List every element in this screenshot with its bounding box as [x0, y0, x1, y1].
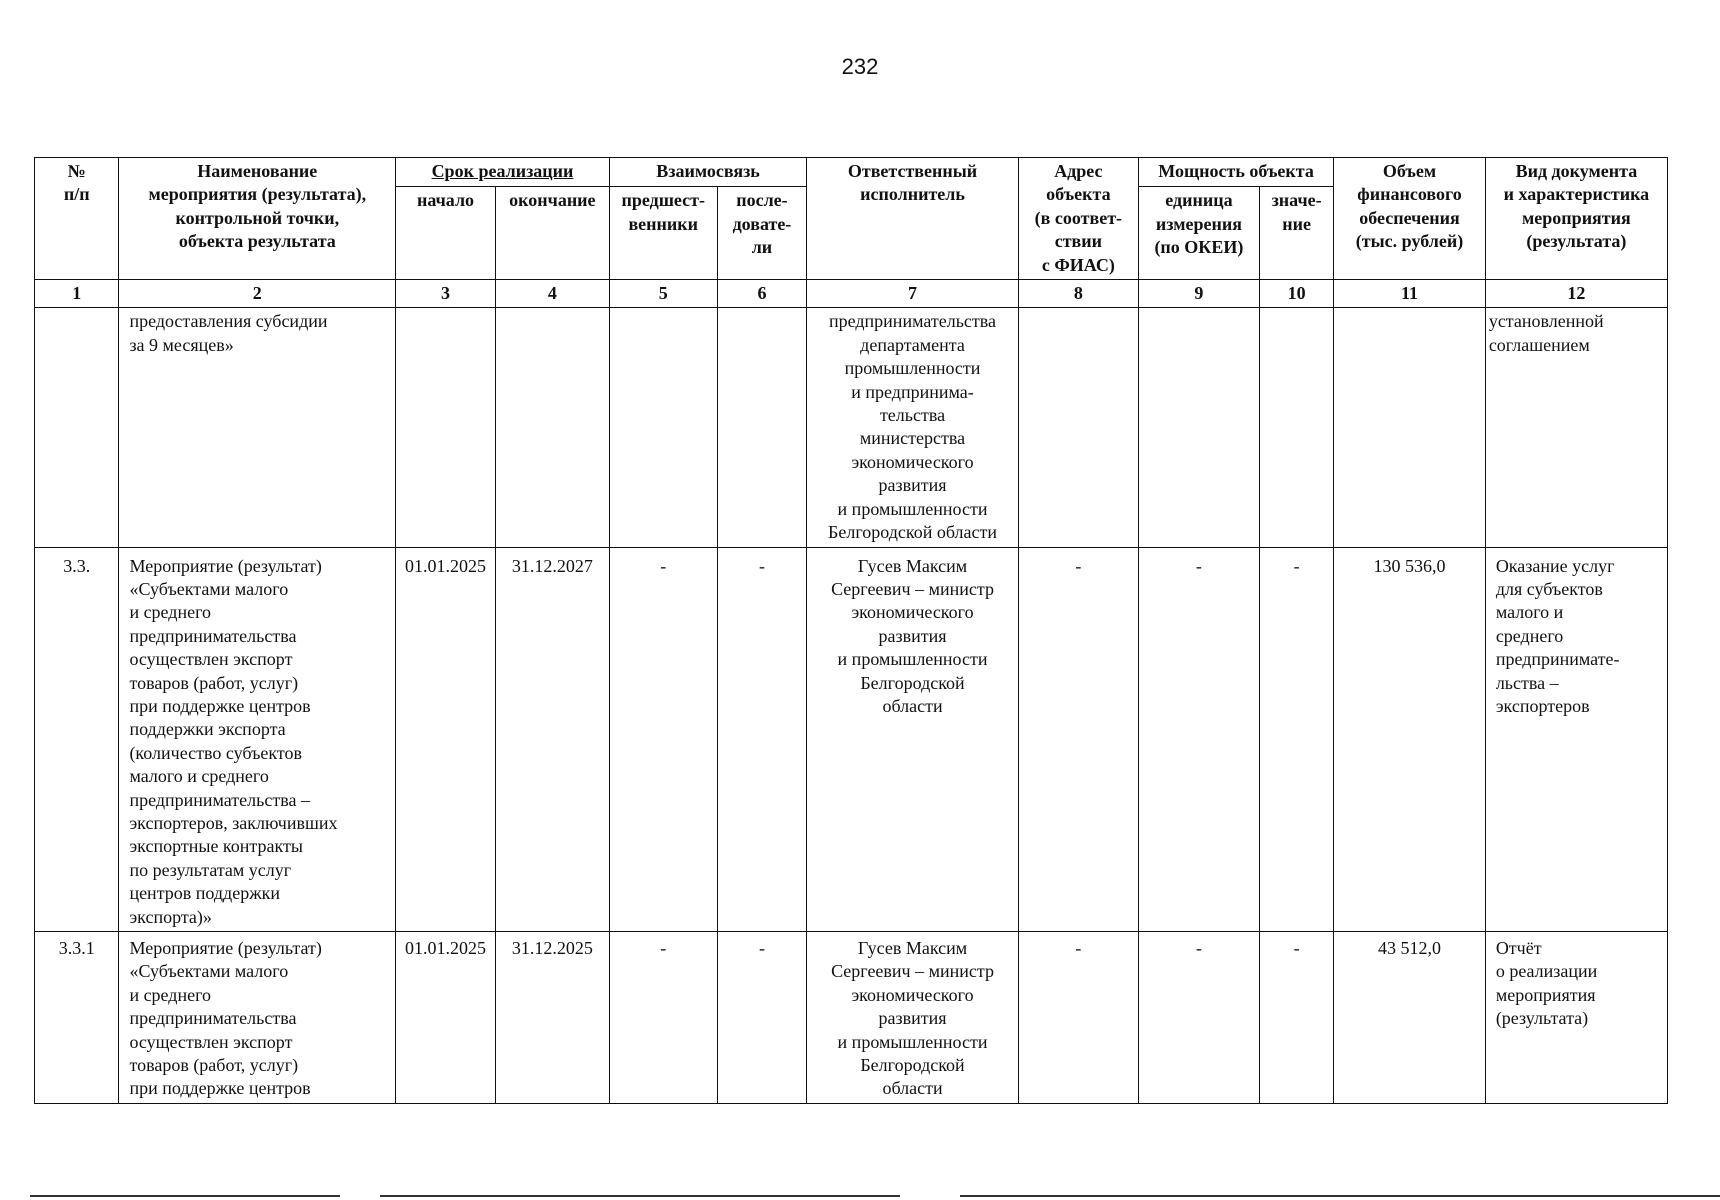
row-unit: - [1138, 547, 1259, 932]
header-capacity: Мощность объекта [1138, 158, 1333, 187]
row-address: - [1018, 932, 1138, 1104]
column-number: 9 [1138, 280, 1259, 308]
column-number: 7 [807, 280, 1019, 308]
row-end: 31.12.2025 [495, 932, 609, 1104]
row-next [717, 308, 807, 547]
row-num [35, 308, 119, 547]
header-num: № п/п [35, 158, 119, 280]
column-number: 8 [1018, 280, 1138, 308]
header-capacity-value: значе- ние [1259, 187, 1333, 280]
row-doc: Отчёт о реализации мероприятия (результата) [1485, 932, 1667, 1104]
column-number: 6 [717, 280, 807, 308]
row-doc: установленной соглашением [1485, 308, 1667, 547]
row-value [1259, 308, 1333, 547]
column-number: 1 [35, 280, 119, 308]
row-address [1018, 308, 1138, 547]
header-capacity-unit: единица измерения (по ОКЕИ) [1138, 187, 1259, 280]
row-name: предоставления субсидии за 9 месяцев» [119, 308, 396, 547]
page-number: 232 [841, 54, 879, 79]
row-end: 31.12.2027 [495, 547, 609, 932]
row-prev [609, 308, 717, 547]
row-responsible: Гусев Максим Сергеевич – министр экономического развития и промышленности Белгородской области [807, 932, 1019, 1104]
row-num: 3.3. [35, 547, 119, 932]
row-next: - [717, 547, 807, 932]
row-prev: - [609, 547, 717, 932]
row-num: 3.3.1 [35, 932, 119, 1104]
row-finance: 43 512,0 [1334, 932, 1486, 1104]
column-number: 12 [1485, 280, 1667, 308]
table-row [35, 547, 1668, 932]
row-value: - [1259, 932, 1333, 1104]
row-responsible: Гусев Максим Сергеевич – министр экономического развития и промышленности Белгородской области [807, 547, 1019, 932]
row-value: - [1259, 547, 1333, 932]
footer-rule-middle [380, 1195, 900, 1197]
row-start: 01.01.2025 [396, 547, 496, 932]
row-finance [1334, 308, 1486, 547]
footer-rule-left [30, 1195, 340, 1197]
row-finance: 130 536,0 [1334, 547, 1486, 932]
column-number: 2 [119, 280, 396, 308]
header-name: Наименование мероприятия (результата), контрольной точки, объекта результата [119, 158, 396, 280]
header-row-1 [35, 158, 1668, 187]
table-row [35, 932, 1668, 1104]
row-unit: - [1138, 932, 1259, 1104]
header-term-start: начало [396, 187, 496, 280]
column-number: 5 [609, 280, 717, 308]
column-number: 4 [495, 280, 609, 308]
row-end [495, 308, 609, 547]
header-term: Срок реализации [396, 158, 610, 187]
row-start [396, 308, 496, 547]
header-finance: Объем финансового обеспечения (тыс. рублей) [1334, 158, 1486, 280]
footer-rule-right [960, 1195, 1720, 1197]
header-doc: Вид документа и характеристика мероприятия (результата) [1485, 158, 1667, 280]
row-next: - [717, 932, 807, 1104]
column-number: 3 [396, 280, 496, 308]
header-link: Взаимосвязь [609, 158, 806, 187]
column-number: 11 [1334, 280, 1486, 308]
header-responsible: Ответственный исполнитель [807, 158, 1019, 280]
header-address: Адрес объекта (в соответ- ствии с ФИАС) [1018, 158, 1138, 280]
row-start: 01.01.2025 [396, 932, 496, 1104]
header-link-next: после- довате- ли [717, 187, 807, 280]
column-numbers-row [35, 280, 1668, 308]
column-number: 10 [1259, 280, 1333, 308]
row-doc: Оказание услуг для субъектов малого и среднего предпринимате- льства – экспортеров [1485, 547, 1667, 932]
row-address: - [1018, 547, 1138, 932]
row-name: Мероприятие (результат) «Субъектами малого и среднего предпринимательства осуществлен экспорт товаров (работ, услуг) при поддержке центров [119, 932, 396, 1104]
header-term-end: окончание [495, 187, 609, 280]
header-link-prev: предшест- венники [609, 187, 717, 280]
row-name: Мероприятие (результат) «Субъектами малого и среднего предпринимательства осуществлен экспорт товаров (работ, услуг) при поддержке центров поддержки экспорта (количество субъектов малого и среднего предпринимательства – экспортеров, заключивших экспортные контракты по результатам услуг центров поддержки экспорта)» [119, 547, 396, 932]
row-unit [1138, 308, 1259, 547]
activities-table [34, 157, 1668, 1104]
table-row [35, 308, 1668, 547]
row-responsible: предпринимательства департамента промышленности и предпринима- тельства министерства экономического развития и промышленности Белгородской области [807, 308, 1019, 547]
row-prev: - [609, 932, 717, 1104]
